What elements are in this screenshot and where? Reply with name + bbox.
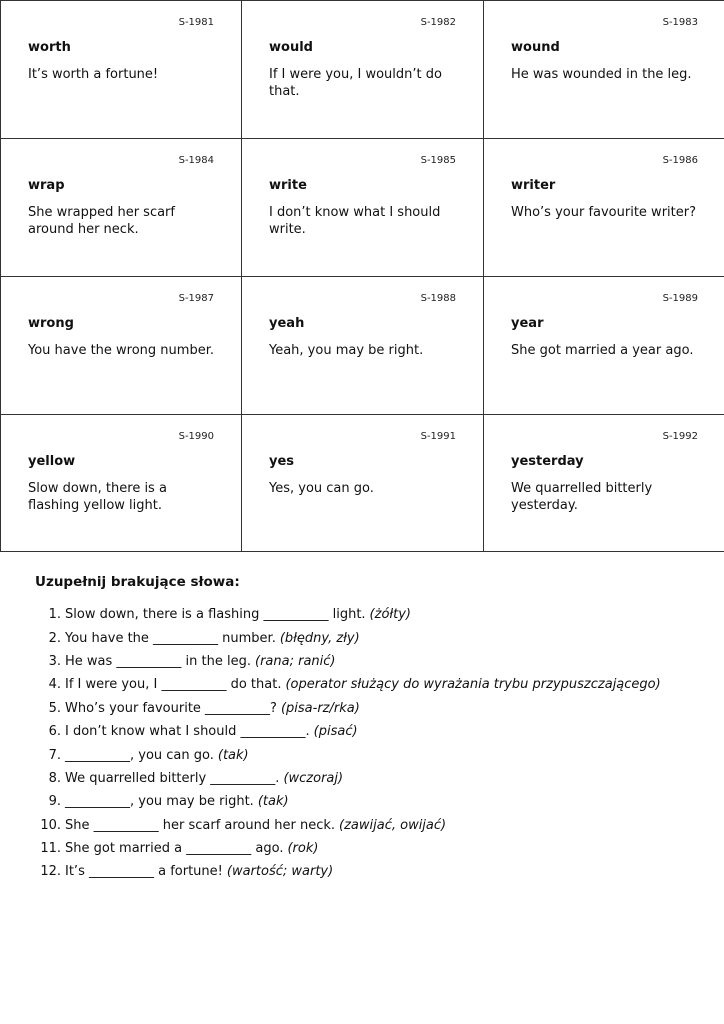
card-code: S-1992 bbox=[662, 431, 698, 442]
card-code: S-1985 bbox=[420, 155, 456, 166]
exercise-title: Uzupełnij brakujące słowa: bbox=[35, 574, 240, 590]
exercise-list bbox=[35, 603, 695, 884]
item-number: 2. bbox=[48, 630, 61, 646]
item-number: 1. bbox=[48, 607, 61, 623]
flashcard bbox=[484, 0, 724, 138]
card-sentence: She wrapped her scarf around her neck. bbox=[28, 205, 175, 237]
card-sentence: It’s worth a fortune! bbox=[28, 67, 159, 82]
card-code: S-1989 bbox=[662, 293, 698, 304]
item-number: 3. bbox=[48, 653, 61, 669]
card-word: writer bbox=[511, 178, 556, 193]
card-sentence: Yeah, you may be right. bbox=[269, 343, 424, 358]
card-word: year bbox=[511, 316, 544, 331]
item-number: 6. bbox=[48, 724, 61, 740]
item-sentence: We quarrelled bitterly __________. bbox=[65, 770, 280, 786]
card-sentence: You have the wrong number. bbox=[28, 343, 214, 358]
card-word: yes bbox=[269, 454, 295, 469]
item-sentence: Slow down, there is a flashing __________ light. bbox=[65, 607, 366, 623]
flashcard bbox=[242, 138, 484, 276]
exercise-section bbox=[35, 574, 695, 884]
card-sentence: If I were you, I wouldn’t do that. bbox=[269, 67, 442, 99]
flashcard bbox=[242, 0, 484, 138]
item-sentence: She __________ her scarf around her neck. bbox=[65, 817, 336, 833]
exercise-item bbox=[35, 720, 695, 743]
exercise-item bbox=[35, 697, 695, 720]
item-sentence: You have the __________ number. bbox=[65, 630, 276, 646]
item-hint: (rok) bbox=[287, 841, 319, 857]
item-hint: (wartość; warty) bbox=[226, 864, 334, 880]
flashcard bbox=[1, 276, 242, 414]
item-sentence: __________, you may be right. bbox=[65, 794, 254, 810]
item-hint: (tak) bbox=[257, 794, 289, 810]
card-word: yesterday bbox=[511, 454, 584, 469]
item-hint: (wczoraj) bbox=[283, 770, 344, 786]
card-code: S-1986 bbox=[662, 155, 698, 166]
card-word: wound bbox=[511, 40, 560, 55]
item-number: 4. bbox=[48, 677, 61, 693]
card-word: worth bbox=[28, 40, 71, 55]
card-sentence: Slow down, there is a flashing yellow light. bbox=[28, 481, 167, 513]
card-word: yellow bbox=[28, 454, 76, 469]
exercise-item bbox=[35, 673, 695, 696]
exercise-item bbox=[35, 837, 695, 860]
item-hint: (tak) bbox=[217, 747, 249, 763]
card-word: wrap bbox=[28, 178, 65, 193]
flashcard bbox=[1, 414, 242, 552]
exercise-item bbox=[35, 814, 695, 837]
card-sentence: She got married a year ago. bbox=[511, 343, 694, 358]
item-number: 12. bbox=[40, 864, 61, 880]
item-number: 10. bbox=[40, 817, 61, 833]
item-sentence: __________, you can go. bbox=[65, 747, 214, 763]
item-hint: (operator służący do wyrażania trybu przypuszczającego) bbox=[285, 677, 661, 693]
item-sentence: She got married a __________ ago. bbox=[65, 841, 284, 857]
flashcard bbox=[242, 276, 484, 414]
item-number: 8. bbox=[48, 770, 61, 786]
item-hint: (zawijać, owijać) bbox=[339, 817, 447, 833]
item-hint: (rana; ranić) bbox=[255, 653, 336, 669]
item-sentence: He was __________ in the leg. bbox=[65, 653, 251, 669]
card-sentence: Who’s your favourite writer? bbox=[511, 205, 696, 220]
card-sentence: We quarrelled bitterly yesterday. bbox=[511, 481, 653, 513]
exercise-item bbox=[35, 790, 695, 813]
flashcard bbox=[242, 414, 484, 552]
item-hint: (pisa-rz/rka) bbox=[280, 700, 360, 716]
item-number: 9. bbox=[48, 794, 61, 810]
exercise-item bbox=[35, 767, 695, 790]
exercise-item bbox=[35, 743, 695, 766]
item-number: 11. bbox=[40, 841, 61, 857]
exercise-item bbox=[35, 860, 695, 883]
flashcard bbox=[1, 138, 242, 276]
item-sentence: It’s __________ a fortune! bbox=[65, 864, 223, 880]
flashcard bbox=[484, 276, 724, 414]
item-sentence: Who’s your favourite __________? bbox=[65, 700, 277, 716]
card-code: S-1981 bbox=[178, 17, 214, 28]
card-word: write bbox=[269, 178, 307, 193]
card-code: S-1988 bbox=[420, 293, 456, 304]
flashcard bbox=[484, 414, 724, 552]
exercise-item bbox=[35, 650, 695, 673]
card-word: would bbox=[269, 40, 313, 55]
card-sentence: Yes, you can go. bbox=[269, 481, 374, 496]
exercise-item bbox=[35, 626, 695, 649]
item-hint: (żółty) bbox=[369, 607, 411, 623]
card-code: S-1990 bbox=[178, 431, 214, 442]
item-sentence: I don’t know what I should __________. bbox=[65, 724, 310, 740]
card-sentence: He was wounded in the leg. bbox=[511, 67, 692, 82]
card-code: S-1982 bbox=[420, 17, 456, 28]
card-word: wrong bbox=[28, 316, 74, 331]
exercise-item bbox=[35, 603, 695, 626]
card-code: S-1983 bbox=[662, 17, 698, 28]
card-sentence: I don’t know what I should write. bbox=[269, 205, 441, 237]
item-number: 5. bbox=[48, 700, 61, 716]
item-sentence: If I were you, I __________ do that. bbox=[65, 677, 282, 693]
flashcard bbox=[484, 138, 724, 276]
item-hint: (błędny, zły) bbox=[279, 630, 360, 646]
card-code: S-1991 bbox=[420, 431, 456, 442]
flashcard bbox=[1, 0, 242, 138]
card-code: S-1987 bbox=[178, 293, 214, 304]
item-hint: (pisać) bbox=[313, 724, 358, 740]
card-word: yeah bbox=[269, 316, 305, 331]
item-number: 7. bbox=[48, 747, 61, 763]
card-code: S-1984 bbox=[178, 155, 214, 166]
